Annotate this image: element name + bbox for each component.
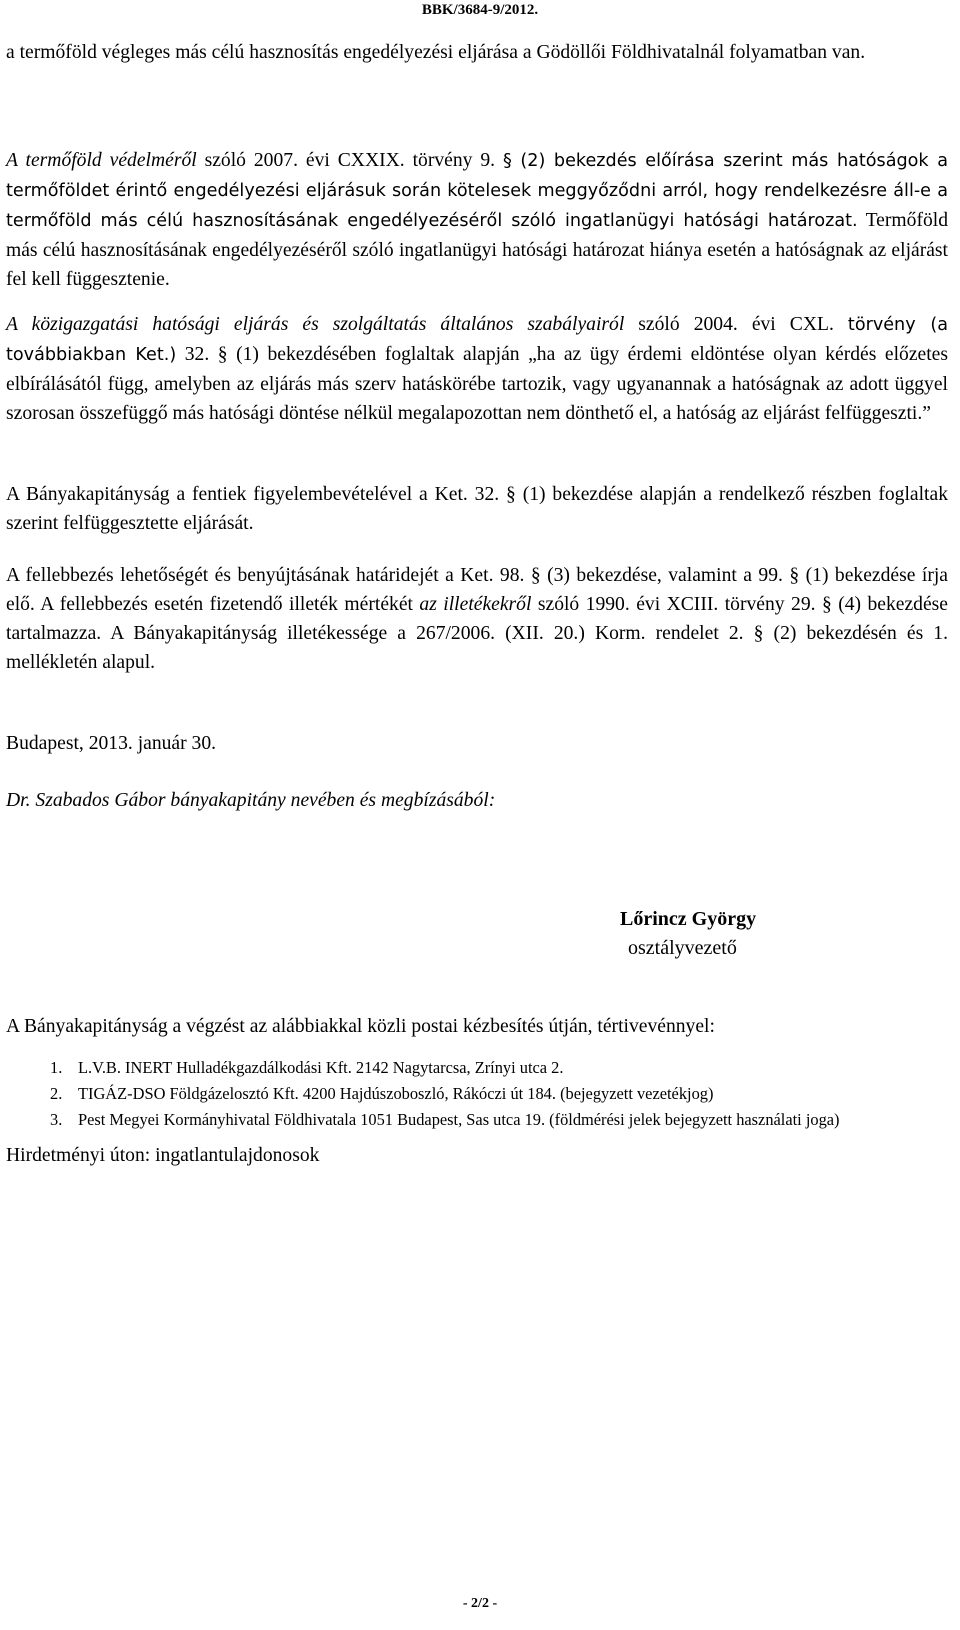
recipients-list xyxy=(50,1055,945,1133)
paragraph-text: a termőföld végleges más célú hasznosítás engedélyezési eljárása a Gödöllői Földhivatalnál folyamatban van. xyxy=(6,42,866,63)
recipient-number: 1. xyxy=(50,1058,63,1077)
recipient-item xyxy=(50,1081,945,1107)
public-notice-line: Hirdetményi úton: ingatlantulajdonosok xyxy=(6,1145,320,1166)
act-abbreviation: törvény (a továbbiakban Ket.) xyxy=(6,315,948,365)
paragraph-suspension xyxy=(6,480,948,538)
page-number: - 2/2 - xyxy=(462,1596,498,1611)
recipient-number: 3. xyxy=(50,1110,63,1129)
recipient-text: L.V.B. INERT Hulladékgazdálkodási Kft. 2142 Nagytarcsa, Zrínyi utca 2. xyxy=(78,1058,564,1077)
paragraph-text: 32. § (1) bekezdésében foglaltak alapján „ha az ügy érdemi eldöntése olyan kérdés előzetes elbírálásától függ, amelyben az eljárás más szerv hatáskörébe tartozik, vagy ugyanannak a hatóságnak az adott üggyel szorosan összefüggő más hatósági döntése nélkül megalapozottan nem dönthető el, a hatóság az eljárást felfüggeszti.” xyxy=(6,344,948,424)
paragraph-text: szóló 1990. évi XCIII. törvény 29. § (4) bekezdése tartalmazza. A Bányakapitányság illetékessége a 267/2006. (XII. 20.) Korm. rendelet 2. § (2) bekezdésén és 1. mellékletén alapul. xyxy=(6,594,948,673)
act-reference: szóló 2007. évi CXXIX. törvény 9. xyxy=(196,150,503,171)
signatory-name: Lőrincz György xyxy=(620,908,757,930)
paragraph-land-procedure xyxy=(6,38,948,67)
act-provision: § (2) bekezdés előírása szerint más hatóságok a termőföldet érintő engedélyezési eljárásuk során kötelesek meggyőződni arról, hogy rendelkezésre áll-e a termőföld más célú hasznosításának engedélyezéséről szóló ingatlanügyi hatósági határozat. xyxy=(6,151,948,231)
recipient-number: 2. xyxy=(50,1084,63,1103)
signatory-title: osztályvezető xyxy=(628,937,737,959)
recipients-intro: A Bányakapitányság a végzést az alábbiakkal közli postai kézbesítés útján, tértivevénnyel: xyxy=(6,1016,715,1037)
act-title: az illetékekről xyxy=(419,594,532,615)
document-number: BBK/3684-9/2012. xyxy=(421,2,539,18)
paragraph-ket-act xyxy=(6,310,948,428)
act-title: A közigazgatási hatósági eljárás és szolgáltatás általános szabályairól xyxy=(6,314,625,335)
recipient-text: Pest Megyei Kormányhivatal Földhivatala 1051 Budapest, Sas utca 19. (földmérési jelek bejegyzett használati joga) xyxy=(78,1110,840,1129)
act-reference: szóló 2004. évi CXL. xyxy=(624,314,848,335)
recipient-text: TIGÁZ-DSO Földgázelosztó Kft. 4200 Hajdúszoboszló, Rákóczi út 184. (bejegyzett vezetékjog) xyxy=(78,1084,714,1103)
date-place: Budapest, 2013. január 30. xyxy=(6,733,217,754)
on-behalf-line: Dr. Szabados Gábor bányakapitány nevében és megbízásából: xyxy=(6,790,496,811)
paragraph-land-protection-act xyxy=(6,146,948,294)
act-title: A termőföld védelméről xyxy=(6,150,197,171)
recipient-item xyxy=(50,1055,945,1081)
paragraph-appeal xyxy=(6,561,948,677)
paragraph-text: A Bányakapitányság a fentiek figyelembevételével a Ket. 32. § (1) bekezdése alapján a rendelkező részben foglaltak szerint felfüggesztette eljárását. xyxy=(6,484,948,534)
paragraph-text: A fellebbezés lehetőségét és benyújtásának határidejét a Ket. 98. § (3) bekezdése, valamint a 99. § (1) bekezdése írja elő. A fellebbezés esetén fizetendő illeték mértékét xyxy=(6,565,948,615)
paragraph-text: Termőföld más célú hasznosításának engedélyezéséről szóló ingatlanügyi hatósági határozat hiánya esetén a hatóságnak az eljárást fel kell függesztenie. xyxy=(6,210,949,290)
recipient-item xyxy=(50,1107,945,1133)
